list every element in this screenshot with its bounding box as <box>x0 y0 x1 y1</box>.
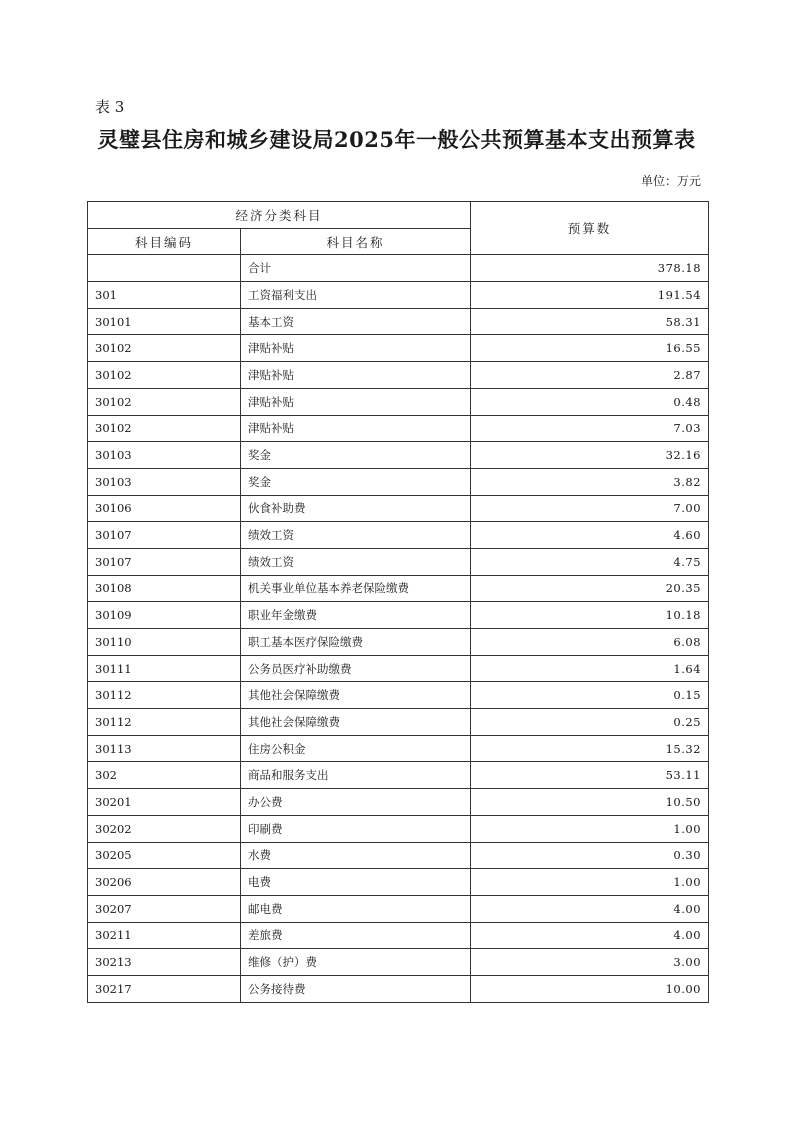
cell-amount: 3.82 <box>471 468 709 495</box>
cell-amount: 16.55 <box>471 335 709 362</box>
cell-code: 30102 <box>88 335 241 362</box>
budget-table <box>87 201 709 1003</box>
cell-name: 水费 <box>241 842 471 869</box>
cell-code: 30107 <box>88 548 241 575</box>
cell-name: 住房公积金 <box>241 735 471 762</box>
cell-code: 30113 <box>88 735 241 762</box>
cell-code: 30106 <box>88 495 241 522</box>
cell-name: 维修（护）费 <box>241 949 471 976</box>
cell-name: 机关事业单位基本养老保险缴费 <box>241 575 471 602</box>
cell-name: 基本工资 <box>241 308 471 335</box>
cell-name: 公务接待费 <box>241 975 471 1002</box>
cell-code <box>88 255 241 282</box>
table-row <box>88 362 709 389</box>
table-row <box>88 815 709 842</box>
cell-amount: 0.25 <box>471 709 709 736</box>
unit-note: 单位：万元 <box>640 174 701 188</box>
cell-amount: 2.87 <box>471 362 709 389</box>
cell-amount: 10.18 <box>471 602 709 629</box>
table-row <box>88 949 709 976</box>
cell-name: 奖金 <box>241 442 471 469</box>
cell-name: 商品和服务支出 <box>241 762 471 789</box>
cell-amount: 0.15 <box>471 682 709 709</box>
cell-amount: 6.08 <box>471 629 709 656</box>
header-subject-code: 科目编码 <box>88 228 241 255</box>
table-row <box>88 415 709 442</box>
cell-amount: 3.00 <box>471 949 709 976</box>
cell-amount: 4.00 <box>471 922 709 949</box>
cell-amount: 4.60 <box>471 522 709 549</box>
table-row <box>88 842 709 869</box>
table-row <box>88 735 709 762</box>
table-row <box>88 468 709 495</box>
cell-code: 30102 <box>88 362 241 389</box>
cell-code: 30111 <box>88 655 241 682</box>
page-title: 灵璧县住房和城乡建设局2025年一般公共预算基本支出预算表 <box>97 127 696 152</box>
cell-amount: 378.18 <box>471 255 709 282</box>
cell-amount: 7.03 <box>471 415 709 442</box>
cell-code: 30102 <box>88 388 241 415</box>
cell-code: 302 <box>88 762 241 789</box>
cell-name: 合计 <box>241 255 471 282</box>
cell-name: 其他社会保障缴费 <box>241 682 471 709</box>
cell-code: 30201 <box>88 789 241 816</box>
cell-name: 办公费 <box>241 789 471 816</box>
cell-amount: 7.00 <box>471 495 709 522</box>
table-row <box>88 922 709 949</box>
table-row <box>88 548 709 575</box>
cell-code: 30103 <box>88 442 241 469</box>
cell-name: 绩效工资 <box>241 522 471 549</box>
cell-code: 30206 <box>88 869 241 896</box>
cell-amount: 0.48 <box>471 388 709 415</box>
cell-name: 工资福利支出 <box>241 282 471 309</box>
cell-code: 30110 <box>88 629 241 656</box>
cell-name: 职业年金缴费 <box>241 602 471 629</box>
cell-code: 30202 <box>88 815 241 842</box>
table-row <box>88 495 709 522</box>
cell-amount: 20.35 <box>471 575 709 602</box>
cell-name: 电费 <box>241 869 471 896</box>
cell-name: 其他社会保障缴费 <box>241 709 471 736</box>
table-row <box>88 975 709 1002</box>
table-row <box>88 282 709 309</box>
header-row-group <box>88 202 709 229</box>
cell-code: 30112 <box>88 682 241 709</box>
cell-name: 印刷费 <box>241 815 471 842</box>
cell-amount: 10.50 <box>471 789 709 816</box>
table-row <box>88 308 709 335</box>
cell-code: 30112 <box>88 709 241 736</box>
cell-amount: 58.31 <box>471 308 709 335</box>
header-economic-classification: 经济分类科目 <box>88 202 471 229</box>
table-row <box>88 388 709 415</box>
cell-code: 30211 <box>88 922 241 949</box>
cell-amount: 32.16 <box>471 442 709 469</box>
table-row <box>88 655 709 682</box>
header-budget-amount: 预算数 <box>471 202 709 255</box>
table-row <box>88 789 709 816</box>
cell-code: 30107 <box>88 522 241 549</box>
cell-amount: 4.00 <box>471 895 709 922</box>
cell-code: 30207 <box>88 895 241 922</box>
table-row <box>88 709 709 736</box>
cell-code: 30213 <box>88 949 241 976</box>
cell-name: 职工基本医疗保险缴费 <box>241 629 471 656</box>
cell-name: 伙食补助费 <box>241 495 471 522</box>
cell-code: 30217 <box>88 975 241 1002</box>
cell-code: 30108 <box>88 575 241 602</box>
cell-amount: 0.30 <box>471 842 709 869</box>
cell-code: 30205 <box>88 842 241 869</box>
table-row <box>88 682 709 709</box>
cell-code: 301 <box>88 282 241 309</box>
table-row <box>88 762 709 789</box>
cell-name: 奖金 <box>241 468 471 495</box>
cell-name: 津贴补贴 <box>241 415 471 442</box>
cell-amount: 1.00 <box>471 869 709 896</box>
cell-name: 津贴补贴 <box>241 388 471 415</box>
table-row <box>88 869 709 896</box>
cell-name: 邮电费 <box>241 895 471 922</box>
table-row <box>88 575 709 602</box>
cell-name: 绩效工资 <box>241 548 471 575</box>
table-row <box>88 895 709 922</box>
cell-amount: 4.75 <box>471 548 709 575</box>
cell-name: 公务员医疗补助缴费 <box>241 655 471 682</box>
cell-amount: 1.00 <box>471 815 709 842</box>
table-row <box>88 442 709 469</box>
cell-amount: 1.64 <box>471 655 709 682</box>
cell-code: 30109 <box>88 602 241 629</box>
cell-code: 30103 <box>88 468 241 495</box>
cell-amount: 15.32 <box>471 735 709 762</box>
table-header <box>88 202 709 255</box>
cell-name: 津贴补贴 <box>241 335 471 362</box>
cell-name: 津贴补贴 <box>241 362 471 389</box>
cell-amount: 10.00 <box>471 975 709 1002</box>
table-row <box>88 522 709 549</box>
cell-code: 30102 <box>88 415 241 442</box>
table-row <box>88 255 709 282</box>
table-body <box>88 255 709 1002</box>
table-label: 表 3 <box>95 98 125 116</box>
table-row <box>88 602 709 629</box>
cell-code: 30101 <box>88 308 241 335</box>
cell-amount: 53.11 <box>471 762 709 789</box>
table-row <box>88 335 709 362</box>
table-row <box>88 629 709 656</box>
header-subject-name: 科目名称 <box>241 228 471 255</box>
cell-name: 差旅费 <box>241 922 471 949</box>
cell-amount: 191.54 <box>471 282 709 309</box>
